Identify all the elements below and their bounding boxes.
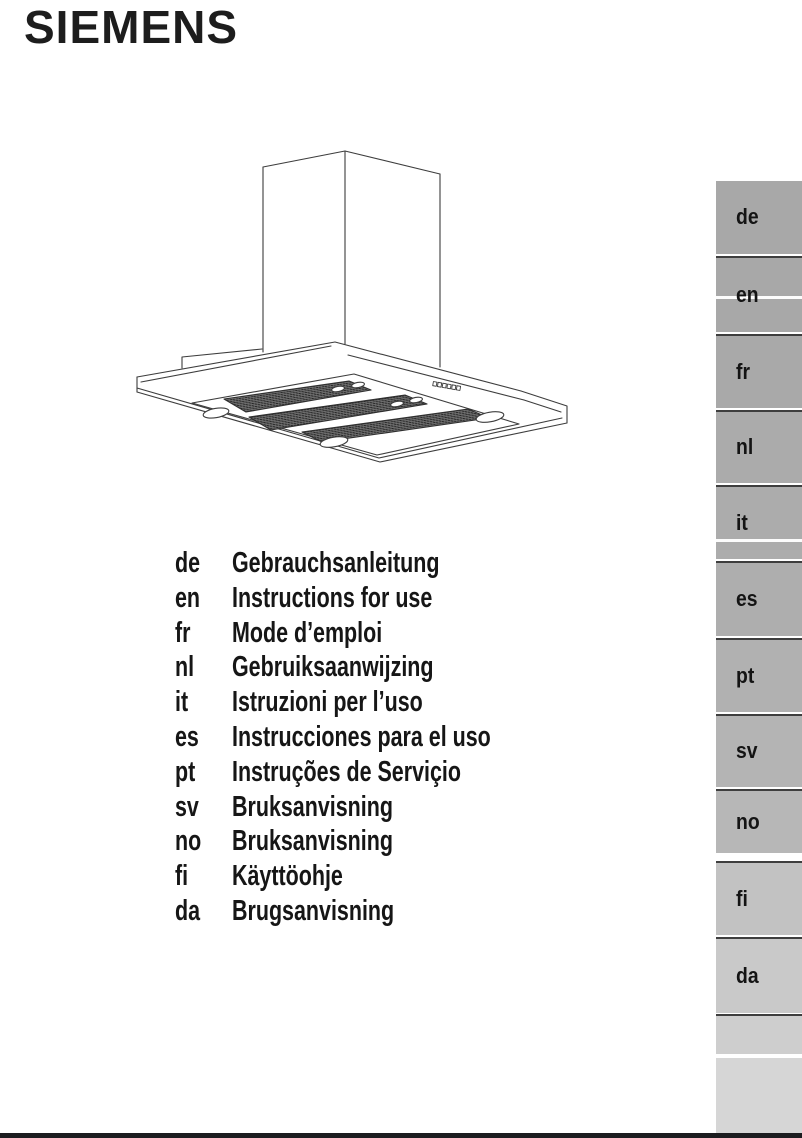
language-row — [175, 824, 491, 859]
language-row — [175, 650, 491, 685]
index-tab-pt — [716, 638, 802, 712]
index-tab-label: de — [736, 204, 759, 230]
index-tab-label: it — [736, 509, 748, 535]
index-tab-de — [716, 181, 802, 254]
index-tab-label: nl — [736, 434, 754, 459]
index-tab-blank — [716, 1058, 802, 1133]
scan-notch — [716, 296, 802, 299]
language-tab-strip — [716, 0, 802, 1138]
language-code: da — [175, 894, 201, 927]
index-tab-label: en — [736, 281, 759, 307]
index-tab-label: sv — [736, 738, 758, 763]
language-code: no — [175, 825, 202, 858]
language-title: Bruksanvisning — [231, 825, 393, 858]
language-code: en — [175, 581, 201, 614]
language-title: Mode d’emploi — [231, 616, 383, 649]
index-tab-label: fi — [736, 886, 748, 911]
cooker-hood-illustration — [130, 140, 580, 480]
scan-notch — [716, 539, 802, 542]
language-title: Instructions for use — [231, 581, 433, 614]
index-tab-no — [716, 789, 802, 853]
language-row — [175, 546, 491, 581]
language-row — [175, 685, 491, 720]
language-code: fi — [175, 860, 189, 893]
language-row — [175, 616, 491, 651]
index-tab-nl — [716, 410, 802, 483]
index-tab-da — [716, 937, 802, 1013]
language-code: it — [175, 686, 189, 719]
language-row — [175, 755, 491, 790]
index-tab-fr — [716, 334, 802, 408]
index-tab-label: da — [736, 963, 759, 988]
language-list — [175, 546, 491, 929]
index-tab-label: es — [736, 586, 758, 611]
index-tab-sv — [716, 714, 802, 787]
language-title: Bruksanvisning — [231, 790, 393, 823]
language-title: Gebrauchsanleitung — [231, 547, 440, 579]
index-tab-es — [716, 561, 802, 636]
footer-bar — [0, 1133, 802, 1138]
chimney-duct — [263, 151, 440, 367]
language-code: es — [175, 720, 199, 753]
language-code: de — [175, 547, 201, 579]
language-title: Brugsanvisning — [231, 894, 395, 927]
language-row — [175, 581, 491, 616]
language-code: pt — [175, 755, 196, 788]
language-code: nl — [175, 651, 195, 684]
index-tab-en — [716, 256, 802, 332]
index-tab-label: no — [736, 808, 760, 834]
index-tab-it — [716, 485, 802, 559]
siemens-logo: SIEMENS — [24, 1, 239, 53]
language-code: sv — [175, 790, 199, 823]
language-row — [175, 859, 491, 894]
index-tab-blank — [716, 1014, 802, 1054]
language-title: Gebruiksaanwijzing — [231, 651, 434, 684]
language-title: Istruzioni per l’uso — [231, 686, 423, 719]
index-tab-fi — [716, 861, 802, 935]
language-title: Instrucciones para el uso — [231, 720, 491, 753]
index-tab-label: fr — [736, 358, 750, 384]
language-title: Käyttöohje — [231, 860, 343, 893]
language-code: fr — [175, 616, 191, 649]
index-tab-label: pt — [736, 662, 755, 688]
language-row — [175, 720, 491, 755]
language-title: Instruções de Serviçio — [231, 755, 461, 788]
language-row — [175, 790, 491, 825]
language-row — [175, 894, 491, 929]
